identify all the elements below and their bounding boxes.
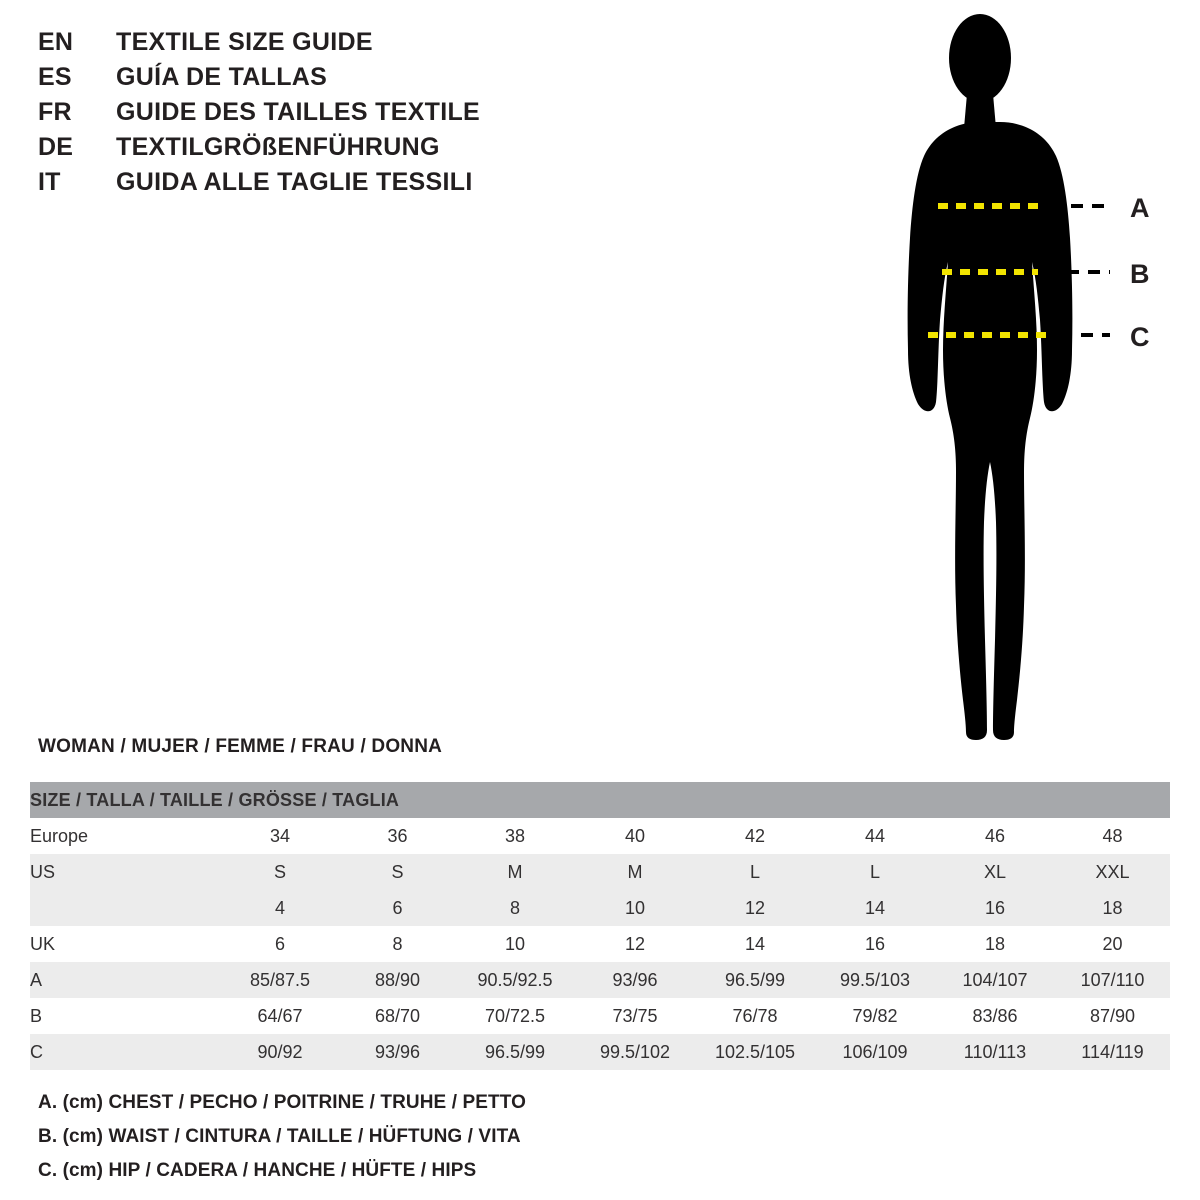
footnotes bbox=[38, 1092, 526, 1194]
title-lang-fr: FR bbox=[38, 98, 72, 126]
cell: 20 bbox=[1055, 926, 1170, 962]
table-row bbox=[30, 890, 1170, 926]
footnote-a: A. (cm) CHEST / PECHO / POITRINE / TRUHE / PETTO bbox=[38, 1092, 526, 1113]
cell: XL bbox=[935, 854, 1055, 890]
row-label: A bbox=[30, 962, 220, 998]
cell: 46 bbox=[935, 818, 1055, 854]
cell: S bbox=[340, 854, 455, 890]
footnote-c: C. (cm) HIP / CADERA / HANCHE / HÜFTE / HIPS bbox=[38, 1160, 477, 1181]
cell: L bbox=[695, 854, 815, 890]
size-table bbox=[30, 782, 1170, 1070]
footnote-b: B. (cm) WAIST / CINTURA / TAILLE / HÜFTUNG / VITA bbox=[38, 1126, 521, 1147]
row-label: Europe bbox=[30, 818, 220, 854]
title-lang-es: ES bbox=[38, 63, 72, 91]
cell: 10 bbox=[455, 926, 575, 962]
cell: 4 bbox=[220, 890, 340, 926]
cell: 14 bbox=[695, 926, 815, 962]
cell: 12 bbox=[695, 890, 815, 926]
title-text-es: GUÍA DE TALLAS bbox=[116, 63, 328, 91]
cell: 106/109 bbox=[815, 1034, 935, 1070]
cell: 102.5/105 bbox=[695, 1034, 815, 1070]
title-row-en bbox=[38, 28, 480, 59]
cell: 73/75 bbox=[575, 998, 695, 1034]
row-label bbox=[30, 890, 220, 926]
title-lang-en: EN bbox=[38, 28, 74, 56]
cell: 18 bbox=[935, 926, 1055, 962]
cell: S bbox=[220, 854, 340, 890]
cell: 6 bbox=[340, 890, 455, 926]
table-row bbox=[30, 854, 1170, 890]
cell: 99.5/103 bbox=[815, 962, 935, 998]
female-silhouette-icon bbox=[908, 14, 1073, 740]
cell: 90.5/92.5 bbox=[455, 962, 575, 998]
marker-label-a: A bbox=[1130, 193, 1150, 223]
title-text-fr: GUIDE DES TAILLES TEXTILE bbox=[116, 98, 481, 126]
cell: M bbox=[455, 854, 575, 890]
cell: 93/96 bbox=[340, 1034, 455, 1070]
cell: 96.5/99 bbox=[455, 1034, 575, 1070]
cell: XXL bbox=[1055, 854, 1170, 890]
cell: 88/90 bbox=[340, 962, 455, 998]
title-text-en: TEXTILE SIZE GUIDE bbox=[116, 28, 373, 56]
marker-label-c: C bbox=[1130, 322, 1150, 352]
table-row bbox=[30, 1034, 1170, 1070]
cell: 93/96 bbox=[575, 962, 695, 998]
title-text-de: TEXTILGRÖßENFÜHRUNG bbox=[116, 133, 440, 161]
title-text-it: GUIDA ALLE TAGLIE TESSILI bbox=[116, 168, 473, 196]
cell: 64/67 bbox=[220, 998, 340, 1034]
cell: 34 bbox=[220, 818, 340, 854]
cell: 40 bbox=[575, 818, 695, 854]
table-row bbox=[30, 926, 1170, 962]
cell: 87/90 bbox=[1055, 998, 1170, 1034]
row-label: UK bbox=[30, 926, 220, 962]
cell: 68/70 bbox=[340, 998, 455, 1034]
table-row bbox=[30, 962, 1170, 998]
cell: 110/113 bbox=[935, 1034, 1055, 1070]
cell: 104/107 bbox=[935, 962, 1055, 998]
cell: 38 bbox=[455, 818, 575, 854]
cell: 8 bbox=[455, 890, 575, 926]
row-label: B bbox=[30, 998, 220, 1034]
cell: 16 bbox=[815, 926, 935, 962]
row-label: US bbox=[30, 854, 220, 890]
cell: 90/92 bbox=[220, 1034, 340, 1070]
cell: 99.5/102 bbox=[575, 1034, 695, 1070]
marker-label-b: B bbox=[1130, 259, 1150, 289]
cell: 85/87.5 bbox=[220, 962, 340, 998]
cell: 48 bbox=[1055, 818, 1170, 854]
section-caption: WOMAN / MUJER / FEMME / FRAU / DONNA bbox=[38, 736, 443, 757]
body-figure bbox=[860, 10, 1190, 750]
cell: 114/119 bbox=[1055, 1034, 1170, 1070]
cell: 16 bbox=[935, 890, 1055, 926]
cell: 36 bbox=[340, 818, 455, 854]
cell: 12 bbox=[575, 926, 695, 962]
table-header-label: SIZE / TALLA / TAILLE / GRÖSSE / TAGLIA bbox=[30, 782, 1170, 818]
cell: 6 bbox=[220, 926, 340, 962]
cell: 8 bbox=[340, 926, 455, 962]
title-row-fr bbox=[38, 98, 480, 129]
title-row-it bbox=[38, 168, 480, 199]
cell: 70/72.5 bbox=[455, 998, 575, 1034]
table-row bbox=[30, 998, 1170, 1034]
cell: L bbox=[815, 854, 935, 890]
title-row-de bbox=[38, 133, 480, 164]
cell: M bbox=[575, 854, 695, 890]
cell: 18 bbox=[1055, 890, 1170, 926]
title-block bbox=[38, 28, 480, 203]
cell: 83/86 bbox=[935, 998, 1055, 1034]
cell: 96.5/99 bbox=[695, 962, 815, 998]
size-table-wrapper bbox=[30, 782, 1170, 1070]
cell: 42 bbox=[695, 818, 815, 854]
cell: 44 bbox=[815, 818, 935, 854]
table-header-row bbox=[30, 782, 1170, 818]
cell: 14 bbox=[815, 890, 935, 926]
cell: 107/110 bbox=[1055, 962, 1170, 998]
title-lang-de: DE bbox=[38, 133, 74, 161]
title-row-es bbox=[38, 63, 480, 94]
cell: 10 bbox=[575, 890, 695, 926]
title-lang-it: IT bbox=[38, 168, 61, 196]
cell: 79/82 bbox=[815, 998, 935, 1034]
cell: 76/78 bbox=[695, 998, 815, 1034]
row-label: C bbox=[30, 1034, 220, 1070]
table-row bbox=[30, 818, 1170, 854]
